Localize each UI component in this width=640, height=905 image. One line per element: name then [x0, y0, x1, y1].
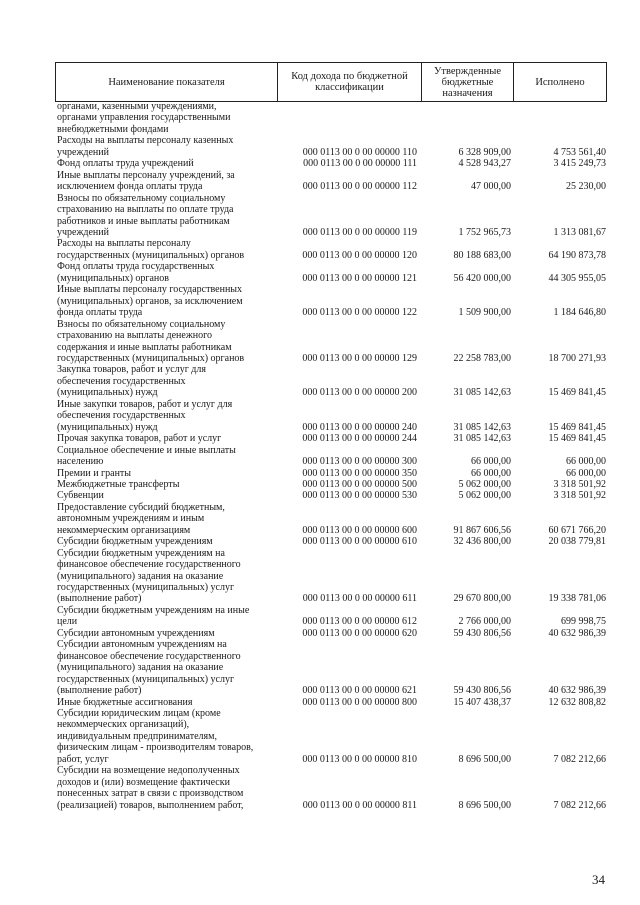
- row-approved: 1 509 900,00: [458, 307, 511, 319]
- row-approved: 5 062 000,00: [458, 478, 511, 490]
- table-row: [57, 101, 606, 135]
- row-code: 000 0113 00 0 00 00000 600: [302, 524, 417, 536]
- table-row: [57, 765, 606, 811]
- row-code: 000 0113 00 0 00 00000 612: [302, 616, 417, 628]
- header-name: Наименование показателя: [56, 63, 278, 102]
- row-executed: 18 700 271,93: [548, 352, 606, 364]
- table-row: [57, 364, 606, 398]
- row-name: Фонд оплаты труда учреждений: [57, 158, 194, 170]
- row-approved: 56 420 000,00: [453, 272, 511, 284]
- table-row: [57, 479, 606, 490]
- row-name: органами, казенными учреждениями, органами управления государственными внебюджетными фондами: [57, 101, 231, 135]
- row-name: Субсидии бюджетным учреждениям: [57, 536, 213, 548]
- row-name: Взносы по обязательному социальному страхованию на выплаты денежного содержания и иные выплаты работникам государственных (муниципальных) органов: [57, 318, 245, 364]
- row-executed: 3 318 501,92: [553, 490, 606, 502]
- row-approved: 15 407 438,37: [453, 696, 511, 708]
- row-name: Межбюджетные трансферты: [57, 478, 180, 490]
- row-name: Субсидии бюджетным учреждениям на финансовое обеспечение государственного (муниципального) задания на оказание государственных (муниципальных) услуг (выполнение работ): [57, 547, 241, 605]
- row-approved: 22 258 783,00: [453, 352, 511, 364]
- header-code: Код дохода по бюджетной классификации: [278, 63, 422, 102]
- row-approved: 31 085 142,63: [453, 387, 511, 399]
- row-code: 000 0113 00 0 00 00000 610: [302, 536, 417, 548]
- row-approved: 6 328 909,00: [458, 146, 511, 158]
- table-row: [57, 605, 606, 628]
- row-name: Расходы на выплаты персоналу казенных учреждений: [57, 135, 234, 158]
- row-code: 000 0113 00 0 00 00000 122: [302, 307, 417, 319]
- row-name: Субсидии на возмещение недополученных доходов и (или) возмещение фактически понесенных затрат в связи с производством (реализацией) товаров, выполнением работ,: [57, 765, 244, 811]
- row-name: Субсидии юридическим лицам (кроме некоммерческих организаций), индивидуальным предпринимателям, физическим лицам - производителям товаров, работ, услуг: [57, 708, 254, 765]
- table-header: [55, 62, 607, 102]
- row-executed: 3 318 501,92: [553, 478, 606, 490]
- table-row: [57, 170, 606, 193]
- row-name: Иные бюджетные ассигнования: [57, 696, 193, 708]
- row-code: 000 0113 00 0 00 00000 110: [302, 146, 417, 158]
- row-name: Премии и гранты: [57, 467, 132, 479]
- row-executed: 7 082 212,66: [553, 799, 606, 811]
- row-executed: 1 184 646,80: [553, 307, 606, 319]
- table-row: [57, 708, 606, 765]
- row-name: Субсидии автономным учреждениям: [57, 627, 215, 639]
- row-executed: 12 632 808,82: [548, 696, 606, 708]
- row-name: Фонд оплаты труда государственных (муниципальных) органов: [57, 261, 215, 284]
- row-code: 000 0113 00 0 00 00000 120: [302, 249, 417, 261]
- row-executed: 15 469 841,45: [548, 421, 606, 433]
- table-row: [57, 135, 606, 158]
- row-name: Иные выплаты персоналу государственных (муниципальных) органов, за исключением фонда оплаты труда: [57, 284, 243, 319]
- row-code: 000 0113 00 0 00 00000 129: [302, 352, 417, 364]
- row-executed: 60 671 766,20: [548, 524, 606, 536]
- row-executed: 25 230,00: [566, 181, 606, 193]
- row-code: 000 0113 00 0 00 00000 200: [302, 387, 417, 399]
- row-name: Иные выплаты персоналу учреждений, за исключением фонда оплаты труда: [57, 169, 235, 193]
- row-approved: 4 528 943,27: [458, 158, 511, 170]
- row-approved: 8 696 500,00: [458, 753, 511, 765]
- row-name: Социальное обеспечение и иные выплаты населению: [57, 444, 236, 468]
- table-row: [57, 468, 606, 479]
- row-name: Взносы по обязательному социальному страхованию на выплаты по оплате труда работников и иные выплаты работникам учреждений: [57, 192, 234, 238]
- row-executed: 40 632 986,39: [548, 685, 606, 697]
- table-row: [57, 639, 606, 696]
- table-row: [57, 445, 606, 468]
- row-approved: 31 085 142,63: [453, 433, 511, 445]
- row-executed: 15 469 841,45: [548, 387, 606, 399]
- row-approved: 66 000,00: [471, 456, 511, 468]
- table-row: [57, 536, 606, 547]
- row-approved: 80 188 683,00: [453, 249, 511, 261]
- row-code: 000 0113 00 0 00 00000 620: [302, 627, 417, 639]
- row-name: Закупка товаров, работ и услуг для обеспечения государственных (муниципальных) нужд: [57, 364, 206, 399]
- table-row: [57, 284, 606, 318]
- table-row: [57, 261, 606, 284]
- row-name: Предоставление субсидий бюджетным, автономным учреждениям и иным некоммерческим организациям: [57, 501, 225, 536]
- table-row: [57, 319, 606, 365]
- row-approved: 59 430 806,56: [453, 685, 511, 697]
- row-code: 000 0113 00 0 00 00000 811: [302, 799, 417, 811]
- row-executed: 699 998,75: [561, 616, 606, 628]
- row-approved: 32 436 800,00: [453, 536, 511, 548]
- row-name: Субсидии автономным учреждениям на финансовое обеспечение государственного (муниципального) задания на оказание государственных (муниципальных) услуг (выполнение работ): [57, 639, 241, 697]
- row-executed: 3 415 249,73: [553, 158, 606, 170]
- row-executed: 40 632 986,39: [548, 627, 606, 639]
- row-name: Иные закупки товаров, работ и услуг для обеспечения государственных (муниципальных) нужд: [57, 398, 233, 433]
- row-name: Субсидии бюджетным учреждениям на иные цели: [57, 604, 250, 628]
- row-approved: 29 670 800,00: [453, 593, 511, 605]
- row-code: 000 0113 00 0 00 00000 621: [302, 685, 417, 697]
- table-row: [57, 548, 606, 605]
- row-executed: 20 038 779,81: [548, 536, 606, 548]
- row-approved: 59 430 806,56: [453, 627, 511, 639]
- row-executed: 44 305 955,05: [548, 272, 606, 284]
- row-code: 000 0113 00 0 00 00000 300: [302, 456, 417, 468]
- table-row: [57, 502, 606, 536]
- row-executed: 66 000,00: [566, 467, 606, 479]
- row-approved: 8 696 500,00: [458, 799, 511, 811]
- row-code: 000 0113 00 0 00 00000 350: [302, 467, 417, 479]
- row-code: 000 0113 00 0 00 00000 244: [302, 433, 417, 445]
- row-code: 000 0113 00 0 00 00000 611: [302, 593, 417, 605]
- table-row: [57, 697, 606, 708]
- header-approved: Утвержденные бюджетные назначения: [422, 63, 514, 102]
- row-executed: 64 190 873,78: [548, 249, 606, 261]
- row-code: 000 0113 00 0 00 00000 240: [302, 421, 417, 433]
- row-code: 000 0113 00 0 00 00000 500: [302, 478, 417, 490]
- row-name: Субвенции: [57, 490, 104, 502]
- row-name: Расходы на выплаты персоналу государственных (муниципальных) органов: [57, 238, 245, 261]
- row-executed: 66 000,00: [566, 456, 606, 468]
- row-approved: 5 062 000,00: [458, 490, 511, 502]
- row-name: Прочая закупка товаров, работ и услуг: [57, 433, 222, 445]
- row-code: 000 0113 00 0 00 00000 530: [302, 490, 417, 502]
- row-code: 000 0113 00 0 00 00000 111: [303, 158, 417, 170]
- page-number: 34: [592, 872, 605, 887]
- row-approved: 91 867 606,56: [453, 524, 511, 536]
- row-executed: 1 313 081,67: [553, 226, 606, 238]
- row-code: 000 0113 00 0 00 00000 112: [302, 181, 417, 193]
- row-approved: 47 000,00: [471, 181, 511, 193]
- row-executed: 4 753 561,40: [553, 146, 606, 158]
- row-executed: 19 338 781,06: [548, 593, 606, 605]
- header-executed: Исполнено: [514, 63, 607, 102]
- row-code: 000 0113 00 0 00 00000 121: [302, 272, 417, 284]
- row-approved: 1 752 965,73: [458, 226, 511, 238]
- table-body: [57, 101, 606, 811]
- table-row: [57, 399, 606, 433]
- table-row: [57, 628, 606, 639]
- row-approved: 31 085 142,63: [453, 421, 511, 433]
- row-approved: 66 000,00: [471, 467, 511, 479]
- table-row: [57, 158, 606, 169]
- row-code: 000 0113 00 0 00 00000 810: [302, 753, 417, 765]
- table-row: [57, 490, 606, 501]
- row-code: 000 0113 00 0 00 00000 119: [302, 226, 417, 238]
- row-executed: 7 082 212,66: [553, 753, 606, 765]
- row-executed: 15 469 841,45: [548, 433, 606, 445]
- row-code: 000 0113 00 0 00 00000 800: [302, 696, 417, 708]
- table-row: [57, 238, 606, 261]
- table-row: [57, 193, 606, 239]
- table-row: [57, 433, 606, 444]
- row-approved: 2 766 000,00: [458, 616, 511, 628]
